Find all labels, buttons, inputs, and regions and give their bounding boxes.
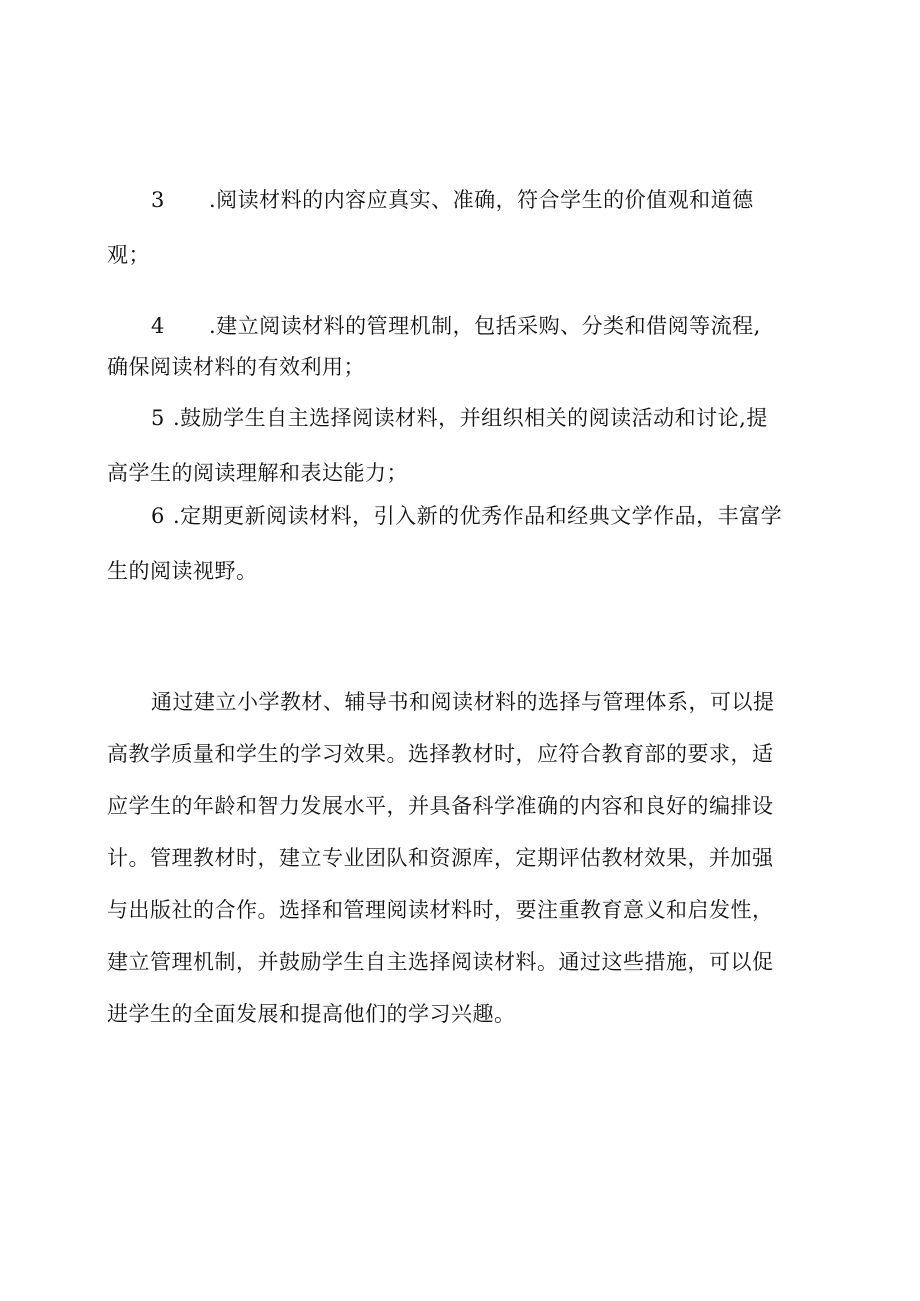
list-item-text: .定期更新阅读材料，引入新的优秀作品和经典文学作品，丰富学 — [173, 504, 783, 528]
list-item-3 — [107, 173, 823, 283]
summary-line: 与出版社的合作。选择和管理阅读材料时，要注重教育意义和启发性， — [107, 898, 774, 922]
summary-line: 建立管理机制，并鼓励学生自主选择阅读材料。通过这些措施，可以促 — [107, 950, 774, 974]
summary-line: 通过建立小学教材、辅导书和阅读材料的选择与管理体系，可以提 — [151, 690, 775, 714]
list-item-number: 4 — [151, 314, 165, 338]
list-item-first-line — [107, 173, 823, 228]
list-item-5 — [107, 391, 823, 501]
summary-paragraph — [107, 676, 827, 1040]
list-item-text: .鼓励学生自主选择阅读材料，并组织相关的阅读活动和讨论,提 — [173, 406, 768, 430]
list-item-number: 3 — [151, 188, 165, 212]
list-item-number: 5 — [151, 406, 165, 430]
list-item-continuation: 生的阅读视野。 — [107, 559, 258, 583]
list-item-continuation: 确保阅读材料的有效利用； — [107, 355, 365, 379]
list-item-6 — [107, 489, 823, 599]
summary-line: 进学生的全面发展和提高他们的学习兴趣。 — [107, 1002, 516, 1026]
summary-line: 高教学质量和学生的学习效果。选择教材时，应符合教育部的要求，适 — [107, 742, 774, 766]
list-item-continuation: 观； — [107, 243, 150, 267]
summary-line: 应学生的年龄和智力发展水平，并具备科学准确的内容和良好的编排设 — [107, 794, 774, 818]
list-item-first-line — [107, 391, 823, 446]
summary-line: 计。管理教材时，建立专业团队和资源库，定期评估教材效果，并加强 — [107, 846, 774, 870]
list-item-number: 6 — [151, 504, 165, 528]
list-item-text: .阅读材料的内容应真实、准确，符合学生的价值观和道德 — [209, 188, 754, 212]
list-item-4 — [107, 299, 823, 395]
list-item-text: .建立阅读材料的管理机制，包括采购、分类和借阅等流程, — [209, 314, 761, 338]
list-item-first-line — [107, 489, 823, 544]
list-item-continuation: 高学生的阅读理解和表达能力； — [107, 461, 408, 485]
